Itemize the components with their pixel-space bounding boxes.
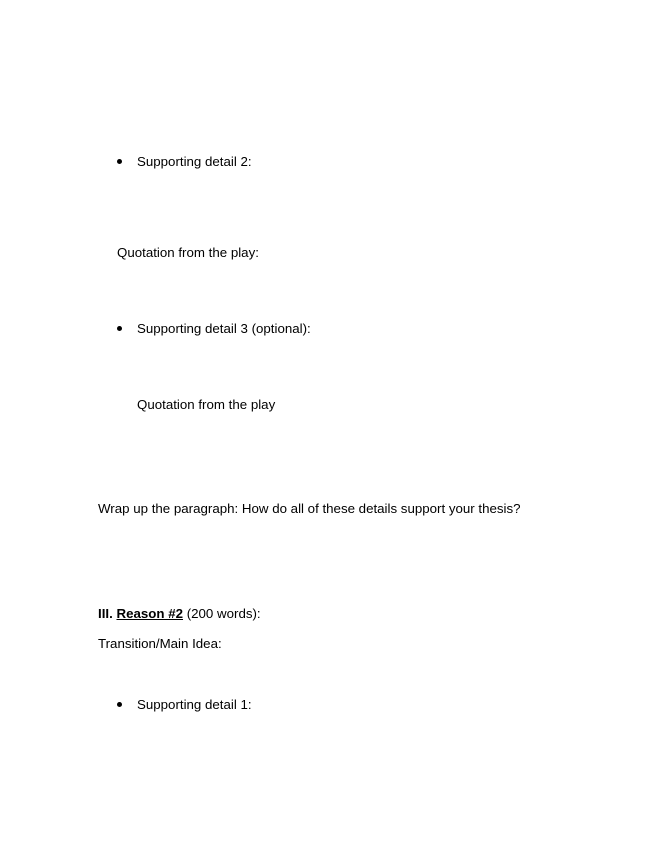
- supporting-detail-2-label: Supporting detail 2:: [137, 154, 252, 169]
- bullet-icon: [117, 326, 122, 331]
- bullet-icon: [117, 702, 122, 707]
- quotation-label: Quotation from the play: [137, 397, 276, 412]
- bullet-icon: [117, 159, 122, 164]
- section-word-count: (200 words):: [183, 606, 261, 621]
- wrap-up-prompt: Wrap up the paragraph: How do all of these details support your thesis?: [98, 501, 521, 516]
- transition-label: Transition/Main Idea:: [98, 636, 222, 651]
- section-title: Reason #2: [116, 606, 184, 621]
- supporting-detail-1-label: Supporting detail 1:: [137, 697, 252, 712]
- section-heading: [98, 606, 261, 622]
- section-numeral: III.: [98, 606, 117, 621]
- quotation-label: Quotation from the play:: [117, 245, 259, 260]
- supporting-detail-3-label: Supporting detail 3 (optional):: [137, 321, 311, 336]
